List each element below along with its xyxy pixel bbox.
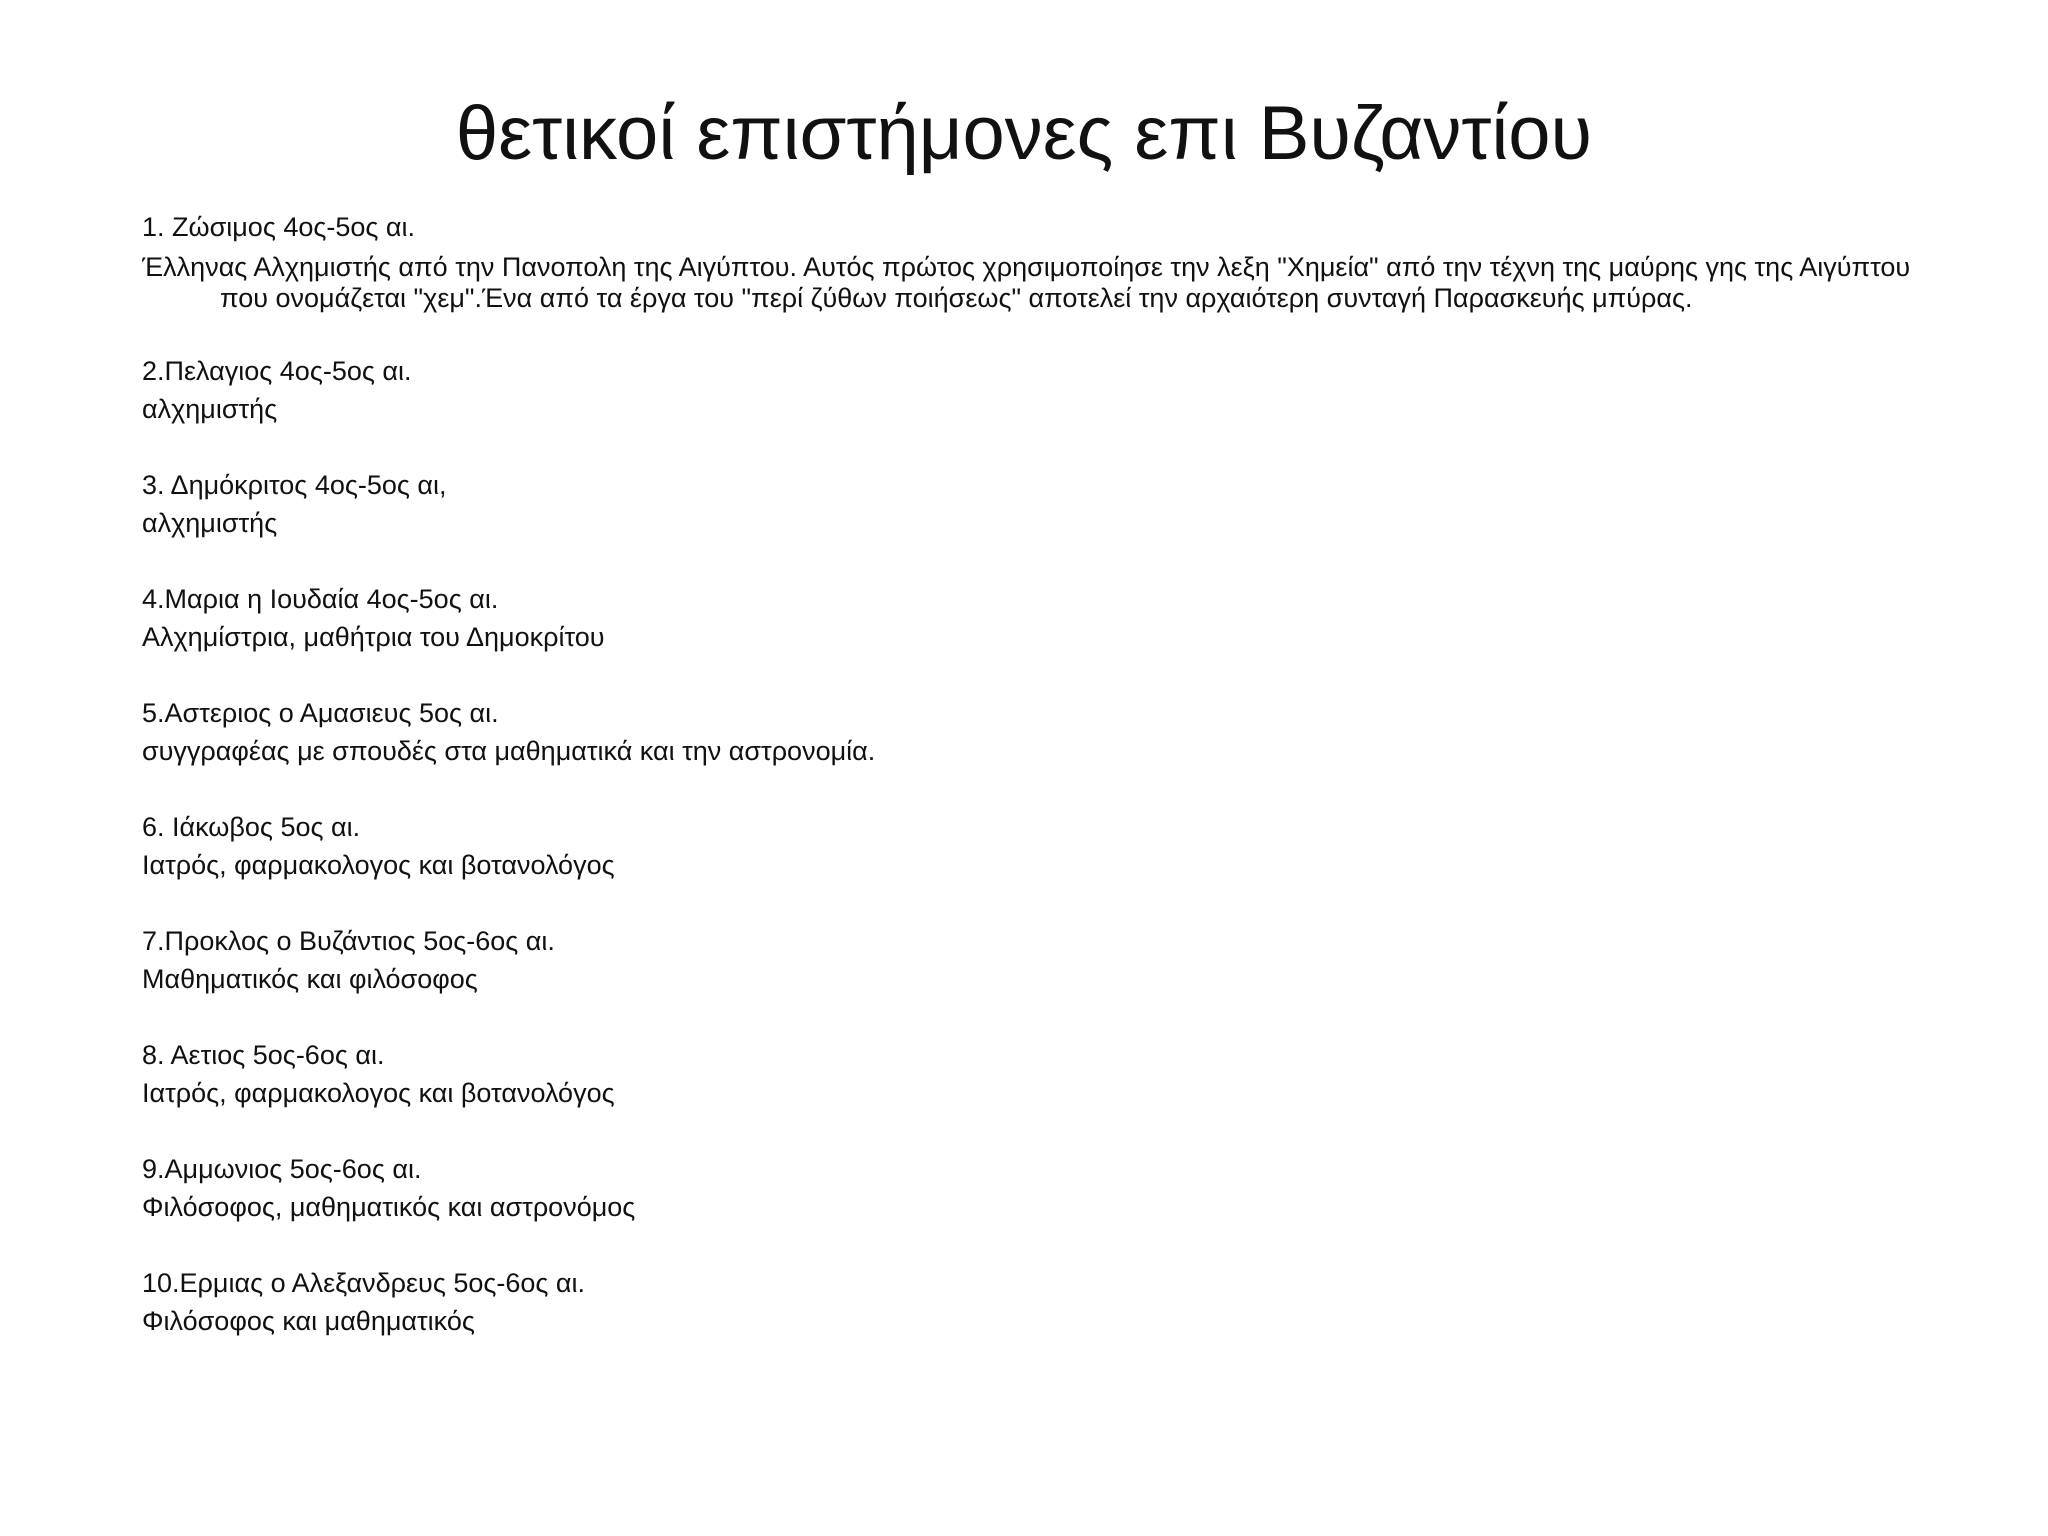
entry-asterios [142,694,1962,770]
entry-description: Φιλόσοφος, μαθηματικός και αστρονόμος [142,1192,636,1222]
entry-description: Φιλόσοφος και μαθηματικός [142,1306,475,1336]
entry-heading: 1. Ζώσιμος 4ος-5ος αι. [142,212,416,242]
entry-heading: 3. Δημόκριτος 4ος-5ος αι, [142,470,447,500]
entry-iakovos [142,808,1962,884]
entry-description: Μαθηματικός και φιλόσοφος [142,964,478,994]
entry-dimokritos [142,466,1962,542]
entry-description: Αλχημίστρια, μαθήτρια του Δημοκρίτου [142,622,605,652]
entry-heading: 4.Μαρια η Ιουδαία 4ος-5ος αι. [142,584,499,614]
entry-description: Έλληνας Αλχημιστής από την Πανοπολη της Αιγύπτου. Αυτός πρώτος χρησιμοποίησε την λεξη "Χημεία" από την τέχνη της μαύρης γης της Αιγύπτου που ονομάζεται "χεμ".Ένα από τα έργα του "περί ζύθων ποιήσεως" αποτελεί την αρχαιότερη συνταγή Παρασκευής μπύρας. [142,252,1911,313]
entry-heading: 9.Αμμωνιος 5ος-6ος αι. [142,1154,422,1184]
entry-description: αλχημιστής [142,394,278,424]
entry-proklos [142,922,1962,998]
entry-description: Ιατρός, φαρμακολογος και βοτανολόγος [142,850,615,880]
entry-heading: 6. Ιάκωβος 5ος αι. [142,812,361,842]
entry-maria [142,580,1962,656]
entry-description: συγγραφέας με σπουδές στα μαθηματικά και την αστρονομία. [142,736,876,766]
entry-ammonios [142,1150,1962,1226]
slide-content [142,208,1962,1340]
entry-description: Ιατρός, φαρμακολογος και βοτανολόγος [142,1078,615,1108]
entry-heading: 10.Ερμιας ο Αλεξανδρευς 5ος-6ος αι. [142,1268,586,1298]
entry-pelagios [142,352,1962,428]
entry-heading: 7.Προκλος ο Βυζάντιος 5ος-6ος αι. [142,926,555,956]
entry-heading: 5.Αστεριος ο Αμασιευς 5ος αι. [142,698,499,728]
slide-title: θετικοί επιστήμονες επι Βυζαντίου [455,91,1593,176]
entry-zosimos [142,208,1962,314]
entry-description: αλχημιστής [142,508,278,538]
entry-aetios [142,1036,1962,1112]
entry-ermias [142,1264,1962,1340]
entry-heading: 8. Αετιος 5ος-6ος αι. [142,1040,385,1070]
entry-heading: 2.Πελαγιος 4ος-5ος αι. [142,356,412,386]
